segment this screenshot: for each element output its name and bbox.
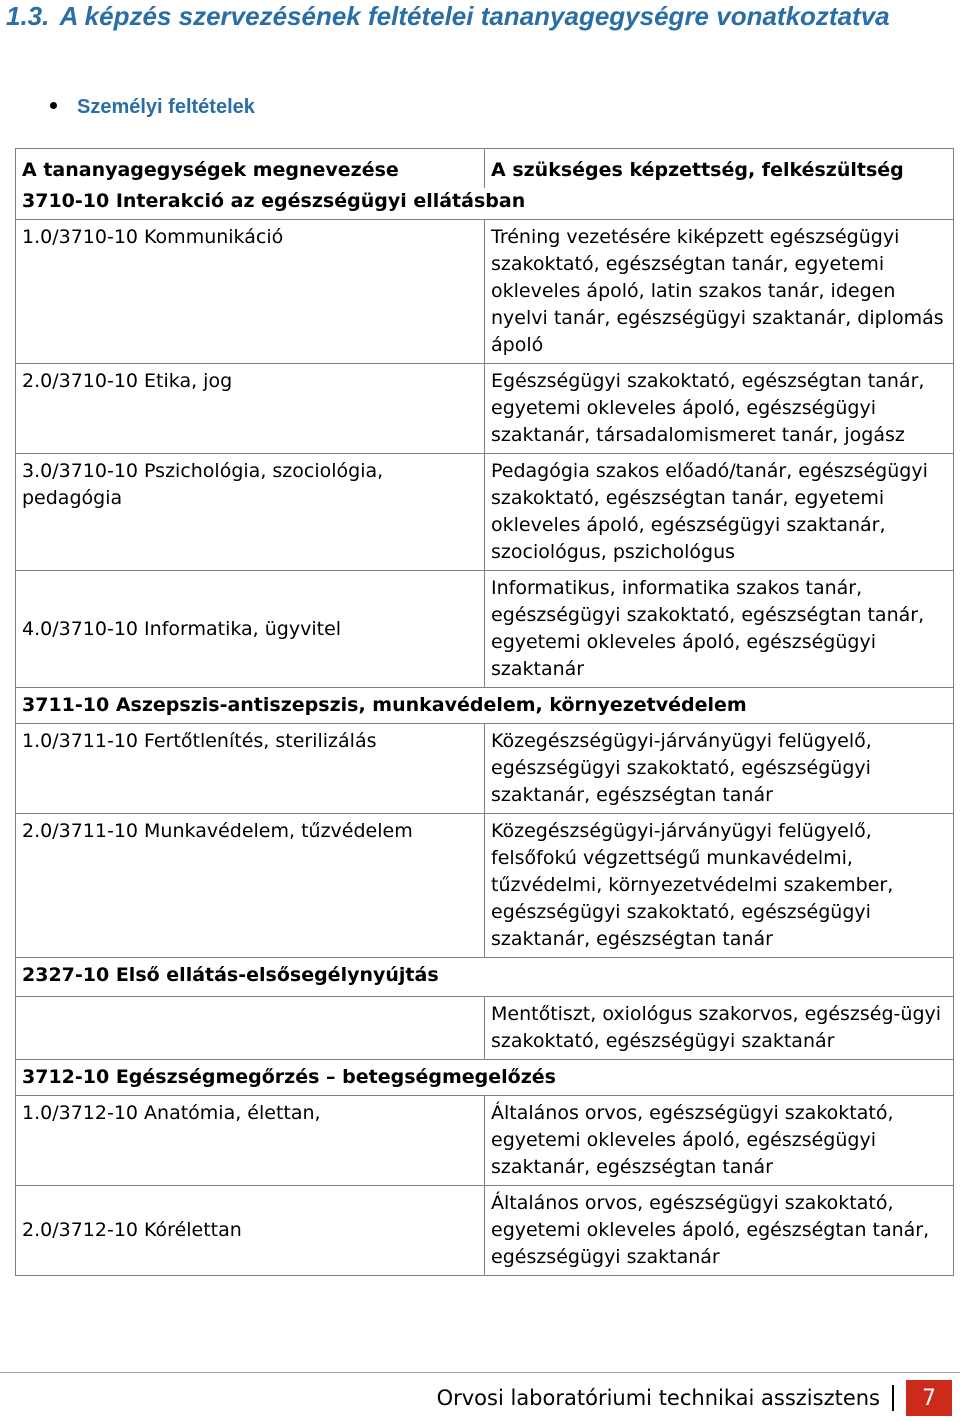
qualification-cell: Mentőtiszt, oxiológus szakorvos, egészség-ügyi szakoktató, egészségügyi szaktanár — [485, 997, 954, 1060]
qualification-cell: Közegészségügyi-járványügyi felügyelő, felsőfokú végzettségű munkavédelmi, tűzvédelmi, környezetvédelmi szakember, egészségügyi szakoktató, egészségügyi szaktanár, egészségtan tanár — [485, 814, 954, 958]
table-row — [16, 997, 954, 1060]
section-row — [16, 188, 954, 220]
qualification-cell: Egészségügyi szakoktató, egészségtan tanár, egyetemi okleveles ápoló, egészségügyi szaktanár, társadalomismeret tanár, jogász — [485, 364, 954, 454]
heading-number: 1.3. — [6, 1, 50, 31]
unit-cell: 3.0/3710-10 Pszichológia, szociológia, pedagógia — [16, 454, 485, 571]
qualification-cell: Általános orvos, egészségügyi szakoktató, egyetemi okleveles ápoló, egészségügyi szaktanár, egészségtan tanár — [485, 1096, 954, 1186]
section-row — [16, 958, 954, 997]
footer-separator — [892, 1385, 894, 1411]
section-title: 3711-10 Aszepszis-antiszepszis, munkavédelem, környezetvédelem — [16, 688, 954, 724]
unit-cell: 1.0/3710-10 Kommunikáció — [16, 220, 485, 364]
heading-title: A képzés szervezésének feltételei tananyagegységre vonatkoztatva — [59, 1, 890, 31]
unit-cell: 2.0/3711-10 Munkavédelem, tűzvédelem — [16, 814, 485, 958]
page-heading — [6, 0, 946, 34]
unit-cell: 4.0/3710-10 Informatika, ügyvitel — [16, 571, 485, 688]
table-row — [16, 814, 954, 958]
section-row — [16, 1060, 954, 1096]
bullet-item — [50, 96, 255, 119]
page-footer — [437, 1378, 952, 1418]
table-row — [16, 571, 954, 688]
section-row — [16, 688, 954, 724]
footer-divider — [0, 1372, 960, 1373]
bullet-label: Személyi feltételek — [77, 96, 255, 118]
section-title: 3712-10 Egészségmegőrzés – betegségmegelőzés — [16, 1060, 954, 1096]
qualification-cell: Informatikus, informatika szakos tanár, egészségügyi szakoktató, egészségtan tanár, egyetemi okleveles ápoló, egészségügyi szaktanár — [485, 571, 954, 688]
requirements-table — [15, 148, 954, 1276]
qualification-cell: Tréning vezetésére kiképzett egészségügyi szakoktató, egészségtan tanár, egyetemi okleveles ápoló, latin szakos tanár, idegen nyelvi tanár, egészségügyi szaktanár, diplomás ápoló — [485, 220, 954, 364]
header-qualification: A szükséges képzettség, felkészültség — [485, 149, 954, 189]
qualification-cell: Pedagógia szakos előadó/tanár, egészségügyi szakoktató, egészségtan tanár, egyetemi okleveles ápoló, egészségügyi szaktanár, szociológus, pszichológus — [485, 454, 954, 571]
footer-title: Orvosi laboratóriumi technikai asszisztens — [436, 1386, 880, 1410]
unit-cell: 1.0/3712-10 Anatómia, élettan, — [16, 1096, 485, 1186]
table-row — [16, 724, 954, 814]
table-row — [16, 1096, 954, 1186]
bullet-dot-icon — [50, 102, 57, 109]
page-number: 7 — [906, 1380, 952, 1416]
table-row — [16, 1186, 954, 1276]
table-row — [16, 220, 954, 364]
section-title: 2327-10 Első ellátás-elsősegélynyújtás — [16, 958, 954, 997]
unit-cell: 2.0/3712-10 Kórélettan — [16, 1186, 485, 1276]
unit-cell: 1.0/3711-10 Fertőtlenítés, sterilizálás — [16, 724, 485, 814]
qualification-cell: Általános orvos, egészségügyi szakoktató, egyetemi okleveles ápoló, egészségtan tanár, egészségügyi szaktanár — [485, 1186, 954, 1276]
section-title: 3710-10 Interakció az egészségügyi ellátásban — [16, 188, 954, 220]
table-row — [16, 454, 954, 571]
header-units: A tananyagegységek megnevezése — [16, 149, 485, 189]
unit-cell — [16, 997, 485, 1060]
qualification-cell: Közegészségügyi-járványügyi felügyelő, egészségügyi szakoktató, egészségügyi szaktanár, egészségtan tanár — [485, 724, 954, 814]
table-header-row — [16, 149, 954, 189]
table-row — [16, 364, 954, 454]
unit-cell: 2.0/3710-10 Etika, jog — [16, 364, 485, 454]
